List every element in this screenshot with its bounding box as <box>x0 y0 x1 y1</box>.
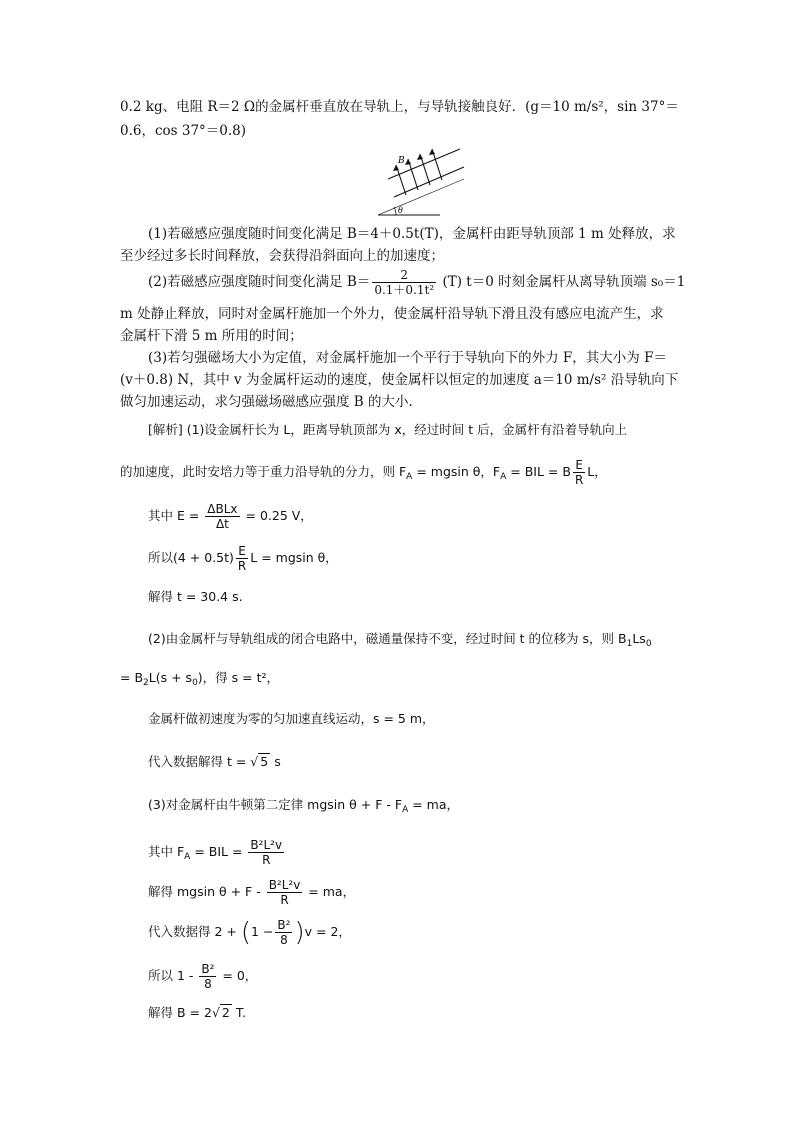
q1-line-1: (1)若磁感应强度随时间变化满足 B＝4＋0.5t(T)，金属杆由距导轨顶部 1 m 处释放，求 <box>148 226 676 242</box>
sol-2c: 金属杆做初速度为零的匀加速直线运动，s = 5 m， <box>148 711 435 726</box>
q2-line-2: m 处静止释放，同时对金属杆施加一个外力，使金属杆沿导轨下滑且没有感应电流产生，求 <box>120 306 664 322</box>
sol-3d: 代入数据得 2 + (1 − $\frac{\text{B²}}{8}$ )v = 2， <box>148 917 351 948</box>
figure-label-theta: θ <box>398 206 403 215</box>
sol-1e: 解得 t = 30.4 s. <box>148 589 243 604</box>
header-line-2: 0.6，cos 37°＝0.8) <box>120 123 247 139</box>
incline-figure <box>374 145 474 220</box>
sol-3b: 其中 $F_A$ = BIL = $\frac{\text{B²L²v}}{R}$ <box>148 838 283 867</box>
sol-1c: 其中 E = $\frac{\text{ΔBLx}}{\Delta t}$ = 0.25 V， <box>148 502 313 531</box>
sol-2b: = $B_2L(s + s_0)$，得 s = t²， <box>120 670 279 688</box>
figure-label-b: B <box>398 156 405 166</box>
q2-line-3: 金属杆下滑 5 m 所用的时间； <box>120 328 303 344</box>
sol-2d: 代入数据解得 t = √ 5 s <box>148 754 281 769</box>
q3-line-1: (3)若匀强磁场大小为定值，对金属杆施加一个平行于导轨向下的外力 F，其大小为 F＝ <box>148 350 667 366</box>
header-line-1: 0.2 kg、电阻 R＝2 Ω的金属杆垂直放在导轨上，与导轨接触良好．(g＝10 m/s²，sin 37°＝ <box>120 99 679 115</box>
q1-line-2: 至少经过多长时间释放，会获得沿斜面向上的加速度； <box>120 248 444 264</box>
q3-line-2: (v＋0.8) N，其中 v 为金属杆运动的速度，使金属杆以恒定的加速度 a＝10 m/s² 沿导轨向下 <box>120 372 679 388</box>
q2-line-1: (2)若磁感应强度随时间变化满足 B＝ $\frac{2}{\text{0.1＋0.1t²}}$ (T) t＝0 时刻金属杆从离导轨顶端 s₀＝1 <box>148 268 686 297</box>
sol-3e: 所以 1 - $\frac{\text{B²}}{8}$ = 0， <box>148 962 258 991</box>
sol-3c: 解得 mgsin θ + F - $\frac{\text{B²L²v}}{R}$ = ma， <box>148 878 356 907</box>
sol-3f: 解得 B = 2√ 2 T. <box>148 1005 246 1020</box>
q3-line-3: 做匀加速运动，求匀强磁场磁感应强度 B 的大小． <box>120 394 423 410</box>
sol-2a: (2)由金属杆与导轨组成的闭合电路中，磁通量保持不变，经过时间 t 的位移为 s，则 $B_1Ls_0$ <box>148 631 652 649</box>
sol-1d: 所以(4 + 0.5t) $\frac{E}{R}$ L = mgsin θ， <box>148 544 338 573</box>
sol-1a: [解析] (1)设金属杆长为 L，距离导轨顶部为 x，经过时间 t 后，金属杆有沿着导轨向上 <box>148 422 628 437</box>
sol-3a: (3)对金属杆由牛顿第二定律 mgsin $\theta + F - F_A$ = ma， <box>148 797 460 815</box>
sol-1b: 的加速度，此时安培力等于重力沿导轨的分力，则 $F_A = mgsin$ θ，$F_A$ = BIL = B $\frac{E}{R}$ L， <box>120 458 607 487</box>
